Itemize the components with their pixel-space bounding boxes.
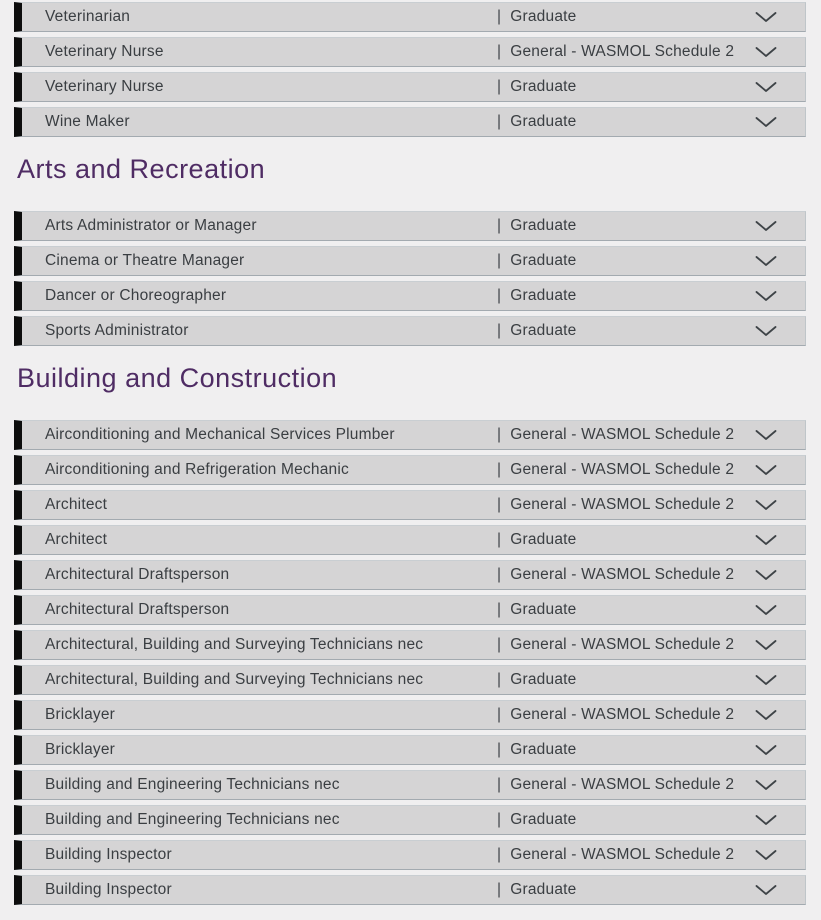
occupation-name: Architect [45, 531, 108, 548]
pipe-separator: | [497, 461, 502, 478]
stream-name: Graduate [510, 252, 577, 269]
occupation-accordion-row[interactable] [14, 665, 806, 695]
occupation-name: Cinema or Theatre Manager [45, 252, 245, 269]
occupation-accordion-row[interactable] [14, 211, 806, 241]
chevron-down-icon [755, 605, 777, 616]
occupation-accordion-row[interactable] [14, 316, 806, 346]
chevron-down-icon [755, 675, 777, 686]
chevron-down-icon [755, 535, 777, 546]
stream-label [497, 876, 576, 904]
occupation-name: Building and Engineering Technicians nec [45, 776, 340, 793]
chevron-down-icon [755, 570, 777, 581]
stream-label [497, 317, 576, 345]
pipe-separator: | [497, 881, 502, 898]
stream-name: Graduate [510, 78, 577, 95]
stream-name: General - WASMOL Schedule 2 [510, 846, 735, 863]
section-heading: Building and Construction [17, 363, 338, 393]
pipe-separator: | [497, 43, 502, 60]
chevron-down-icon [755, 117, 777, 128]
stream-name: General - WASMOL Schedule 2 [510, 43, 735, 60]
occupation-accordion-row[interactable] [14, 420, 806, 450]
pipe-separator: | [497, 217, 502, 234]
stream-label [497, 631, 734, 659]
occupation-accordion-row[interactable] [14, 595, 806, 625]
chevron-down-icon [755, 640, 777, 651]
stream-name: Graduate [510, 217, 577, 234]
occupation-accordion-row[interactable] [14, 525, 806, 555]
stream-label [497, 247, 576, 275]
stream-name: Graduate [510, 8, 577, 25]
chevron-down-icon [755, 710, 777, 721]
occupation-accordion-row[interactable] [14, 560, 806, 590]
stream-name: Graduate [510, 881, 577, 898]
occupation-name: Architect [45, 496, 108, 513]
chevron-down-icon [755, 815, 777, 826]
stream-label [497, 841, 734, 869]
stream-label [497, 108, 576, 136]
pipe-separator: | [497, 8, 502, 25]
section-heading: Arts and Recreation [17, 154, 266, 184]
stream-label [497, 3, 576, 31]
stream-label [497, 282, 576, 310]
stream-label [497, 596, 576, 624]
occupation-accordion-row[interactable] [14, 700, 806, 730]
occupation-name: Airconditioning and Mechanical Services Plumber [45, 426, 395, 443]
stream-name: Graduate [510, 601, 577, 618]
stream-label [497, 701, 734, 729]
stream-label [497, 38, 734, 66]
stream-label [497, 666, 576, 694]
pipe-separator: | [497, 636, 502, 653]
occupation-name: Veterinarian [45, 8, 131, 25]
stream-name: Graduate [510, 287, 577, 304]
pipe-separator: | [497, 78, 502, 95]
stream-name: General - WASMOL Schedule 2 [510, 706, 735, 723]
occupation-name: Building and Engineering Technicians nec [45, 811, 340, 828]
chevron-down-icon [755, 500, 777, 511]
stream-name: Graduate [510, 113, 577, 130]
pipe-separator: | [497, 426, 502, 443]
occupation-name: Sports Administrator [45, 322, 189, 339]
stream-label [497, 806, 576, 834]
occupation-accordion-row[interactable] [14, 246, 806, 276]
pipe-separator: | [497, 322, 502, 339]
occupation-name: Architectural, Building and Surveying Technicians nec [45, 636, 424, 653]
stream-label [497, 456, 734, 484]
occupation-name: Veterinary Nurse [45, 43, 164, 60]
pipe-separator: | [497, 811, 502, 828]
occupation-accordion-row[interactable] [14, 455, 806, 485]
stream-name: General - WASMOL Schedule 2 [510, 776, 735, 793]
chevron-down-icon [755, 221, 777, 232]
chevron-down-icon [755, 47, 777, 58]
occupation-name: Architectural Draftsperson [45, 566, 230, 583]
chevron-down-icon [755, 745, 777, 756]
stream-name: General - WASMOL Schedule 2 [510, 496, 735, 513]
pipe-separator: | [497, 741, 502, 758]
occupation-name: Bricklayer [45, 741, 116, 758]
chevron-down-icon [755, 430, 777, 441]
chevron-down-icon [755, 326, 777, 337]
occupation-accordion-row[interactable] [14, 490, 806, 520]
occupation-accordion-row[interactable] [14, 875, 806, 905]
occupation-name: Dancer or Choreographer [45, 287, 227, 304]
occupation-accordion-row[interactable] [14, 770, 806, 800]
chevron-down-icon [755, 850, 777, 861]
stream-label [497, 771, 734, 799]
pipe-separator: | [497, 776, 502, 793]
occupation-accordion-row[interactable] [14, 630, 806, 660]
stream-name: General - WASMOL Schedule 2 [510, 461, 735, 478]
stream-name: General - WASMOL Schedule 2 [510, 566, 735, 583]
chevron-down-icon [755, 256, 777, 267]
pipe-separator: | [497, 706, 502, 723]
occupation-accordion-row[interactable] [14, 735, 806, 765]
stream-name: Graduate [510, 811, 577, 828]
stream-label [497, 526, 576, 554]
occupation-accordion-row[interactable] [14, 72, 806, 102]
pipe-separator: | [497, 252, 502, 269]
stream-label [497, 736, 576, 764]
occupation-name: Wine Maker [45, 113, 130, 130]
occupation-name: Bricklayer [45, 706, 116, 723]
occupation-accordion-row[interactable] [14, 107, 806, 137]
stream-name: Graduate [510, 531, 577, 548]
stream-label [497, 561, 734, 589]
occupation-name: Arts Administrator or Manager [45, 217, 257, 234]
stream-label [497, 421, 734, 449]
stream-label [497, 491, 734, 519]
occupation-accordion-row[interactable] [14, 37, 806, 67]
pipe-separator: | [497, 496, 502, 513]
stream-label [497, 73, 576, 101]
stream-name: Graduate [510, 322, 577, 339]
occupation-accordion-row[interactable] [14, 805, 806, 835]
pipe-separator: | [497, 566, 502, 583]
pipe-separator: | [497, 601, 502, 618]
pipe-separator: | [497, 113, 502, 130]
occupation-name: Architectural Draftsperson [45, 601, 230, 618]
occupation-accordion-row[interactable] [14, 281, 806, 311]
chevron-down-icon [755, 885, 777, 896]
pipe-separator: | [497, 846, 502, 863]
stream-name: General - WASMOL Schedule 2 [510, 636, 735, 653]
chevron-down-icon [755, 82, 777, 93]
occupation-name: Veterinary Nurse [45, 78, 164, 95]
pipe-separator: | [497, 671, 502, 688]
stream-label [497, 212, 576, 240]
chevron-down-icon [755, 780, 777, 791]
chevron-down-icon [755, 291, 777, 302]
stream-name: Graduate [510, 671, 577, 688]
occupation-accordion-row[interactable] [14, 840, 806, 870]
occupation-name: Architectural, Building and Surveying Technicians nec [45, 671, 424, 688]
occupation-name: Building Inspector [45, 881, 172, 898]
pipe-separator: | [497, 531, 502, 548]
chevron-down-icon [755, 12, 777, 23]
pipe-separator: | [497, 287, 502, 304]
occupation-name: Building Inspector [45, 846, 172, 863]
chevron-down-icon [755, 465, 777, 476]
stream-name: Graduate [510, 741, 577, 758]
occupation-name: Airconditioning and Refrigeration Mechanic [45, 461, 349, 478]
stream-name: General - WASMOL Schedule 2 [510, 426, 735, 443]
occupation-accordion-row[interactable] [14, 2, 806, 32]
